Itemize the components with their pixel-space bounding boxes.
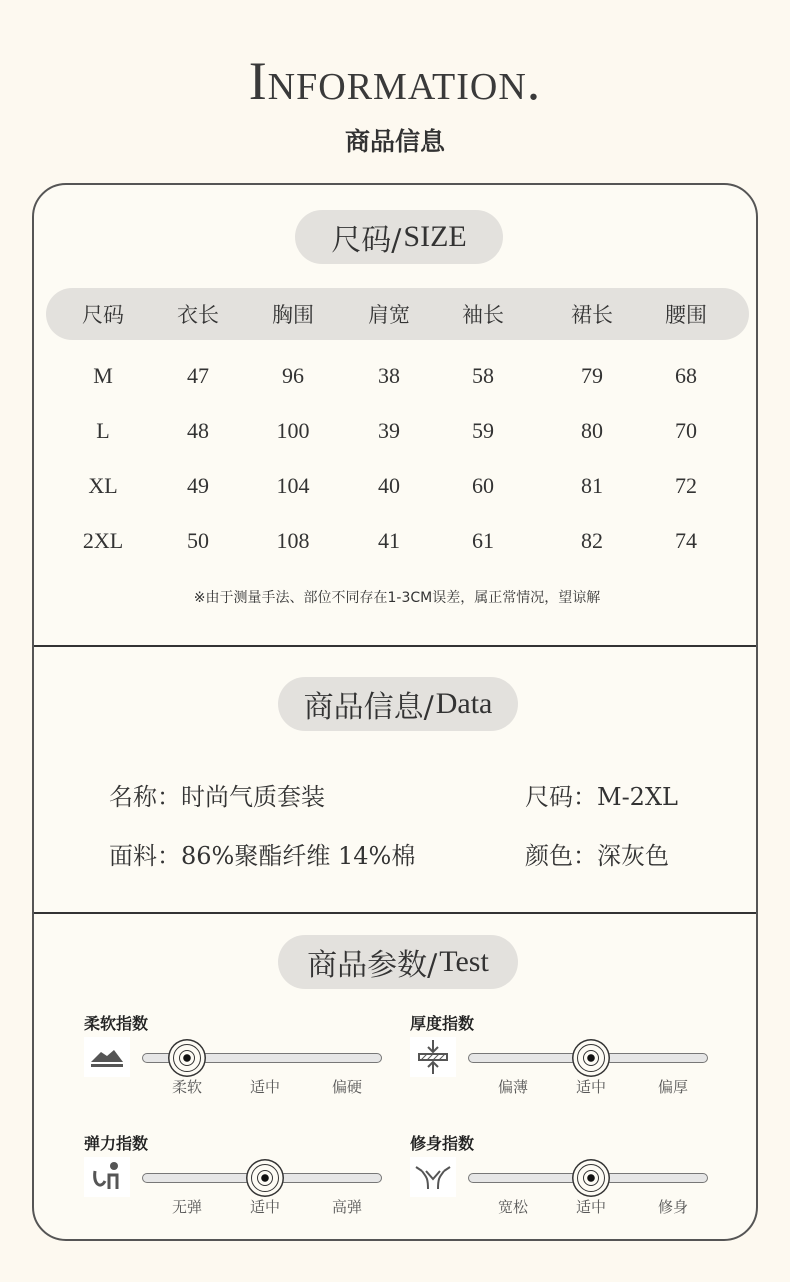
size-table-header-cell: 裙长 — [571, 303, 613, 327]
size-table-cell: 41 — [378, 528, 400, 553]
section-divider — [34, 645, 758, 647]
size-table-cell: 47 — [187, 363, 209, 388]
data-title-cn: 商品信息/ — [303, 690, 434, 725]
size-table-cell: 108 — [276, 528, 310, 553]
size-table-cell: 104 — [276, 473, 310, 498]
size-table-cell: 50 — [187, 528, 209, 553]
page-title-cn: 商品信息 — [344, 127, 445, 156]
param-tick-label: 宽松 — [497, 1198, 528, 1216]
param-slider-knob — [572, 1039, 610, 1077]
section-divider — [34, 912, 758, 914]
param-tick-label: 无弹 — [171, 1198, 202, 1216]
data-section-title — [278, 677, 518, 731]
param-title: 柔软指数 — [84, 1014, 149, 1033]
size-table-cell: 79 — [581, 363, 603, 388]
size-table-cell: 49 — [187, 473, 209, 498]
param-tick-label: 偏薄 — [497, 1078, 528, 1096]
param-tick-label: 偏厚 — [657, 1078, 688, 1096]
size-table-cell: 58 — [472, 363, 494, 388]
size-table-header-cell: 胸围 — [272, 303, 314, 327]
size-table-header-cell: 袖长 — [462, 303, 504, 327]
size-table-cell: 38 — [378, 363, 400, 388]
size-table-header-cell: 肩宽 — [368, 303, 410, 327]
data-title-en: Data — [435, 687, 493, 720]
size-table-cell: 74 — [675, 528, 697, 553]
param-slider-knob — [246, 1159, 284, 1197]
info-fabric-label: 面料： — [109, 842, 181, 870]
param-tick-label: 高弹 — [331, 1198, 362, 1216]
param-title: 弹力指数 — [84, 1134, 149, 1153]
size-table-cell: 48 — [187, 418, 209, 443]
size-table-cell: 39 — [378, 418, 400, 443]
param-title: 厚度指数 — [410, 1014, 475, 1033]
size-table-header-cell: 腰围 — [665, 303, 707, 327]
size-table-cell: XL — [88, 473, 118, 498]
param-title: 修身指数 — [410, 1134, 475, 1153]
test-section-title — [278, 935, 518, 989]
softness-icon — [84, 1037, 130, 1077]
info-size-label: 尺码： — [525, 783, 597, 811]
size-table-cell: 70 — [675, 418, 697, 443]
size-title-cn: 尺码/ — [331, 223, 402, 258]
param-tick-label: 修身 — [657, 1198, 688, 1216]
thickness-icon — [410, 1037, 456, 1077]
param-tick-label: 适中 — [575, 1198, 606, 1216]
size-table-cell: 68 — [675, 363, 697, 388]
page-title-en: Information. — [248, 51, 542, 111]
size-note: ※由于测量手法、部位不同存在1-3CM误差，属正常情况，望谅解 — [193, 590, 601, 606]
info-card — [32, 183, 758, 1241]
size-table-cell: 96 — [282, 363, 304, 388]
size-table-cell: 61 — [472, 528, 494, 553]
size-table-cell: 82 — [581, 528, 603, 553]
info-name — [109, 777, 325, 812]
info-color-label: 颜色： — [525, 842, 597, 870]
size-table-header-cell: 尺码 — [82, 303, 124, 327]
param-tick-label: 柔软 — [171, 1078, 202, 1096]
info-color-value: 深灰色 — [597, 842, 669, 870]
size-title-en: SIZE — [403, 220, 467, 253]
size-table-cell: 72 — [675, 473, 697, 498]
param-tick-label: 适中 — [575, 1078, 606, 1096]
size-table-cell: 2XL — [82, 528, 124, 553]
test-title-cn: 商品参数/ — [307, 948, 438, 983]
info-fabric-value: 86%聚酯纤维 14%棉 — [181, 842, 416, 870]
size-table-cell: 80 — [581, 418, 603, 443]
size-table-cell: 81 — [581, 473, 603, 498]
size-table-cell: 59 — [472, 418, 494, 443]
fit-icon — [410, 1157, 456, 1197]
param-slider-knob — [168, 1039, 206, 1077]
param-tick-label: 偏硬 — [331, 1078, 362, 1096]
info-size — [525, 777, 678, 812]
size-table-cell: L — [96, 418, 110, 443]
param-tick-label: 适中 — [249, 1198, 280, 1216]
elasticity-icon — [84, 1157, 130, 1197]
param-tick-label: 适中 — [249, 1078, 280, 1096]
size-section-title — [295, 210, 503, 264]
size-table-cell: M — [93, 363, 113, 388]
size-table-header-cell: 衣长 — [177, 303, 219, 327]
info-name-label: 名称： — [109, 783, 181, 811]
info-size-value: M-2XL — [597, 783, 678, 811]
size-table-cell: 40 — [378, 473, 400, 498]
size-table-cell: 100 — [276, 418, 310, 443]
info-color — [525, 836, 669, 871]
test-title-en: Test — [439, 945, 489, 978]
info-name-value: 时尚气质套装 — [181, 783, 325, 811]
size-table-cell: 60 — [472, 473, 494, 498]
info-fabric — [109, 836, 415, 871]
param-slider-knob — [572, 1159, 610, 1197]
